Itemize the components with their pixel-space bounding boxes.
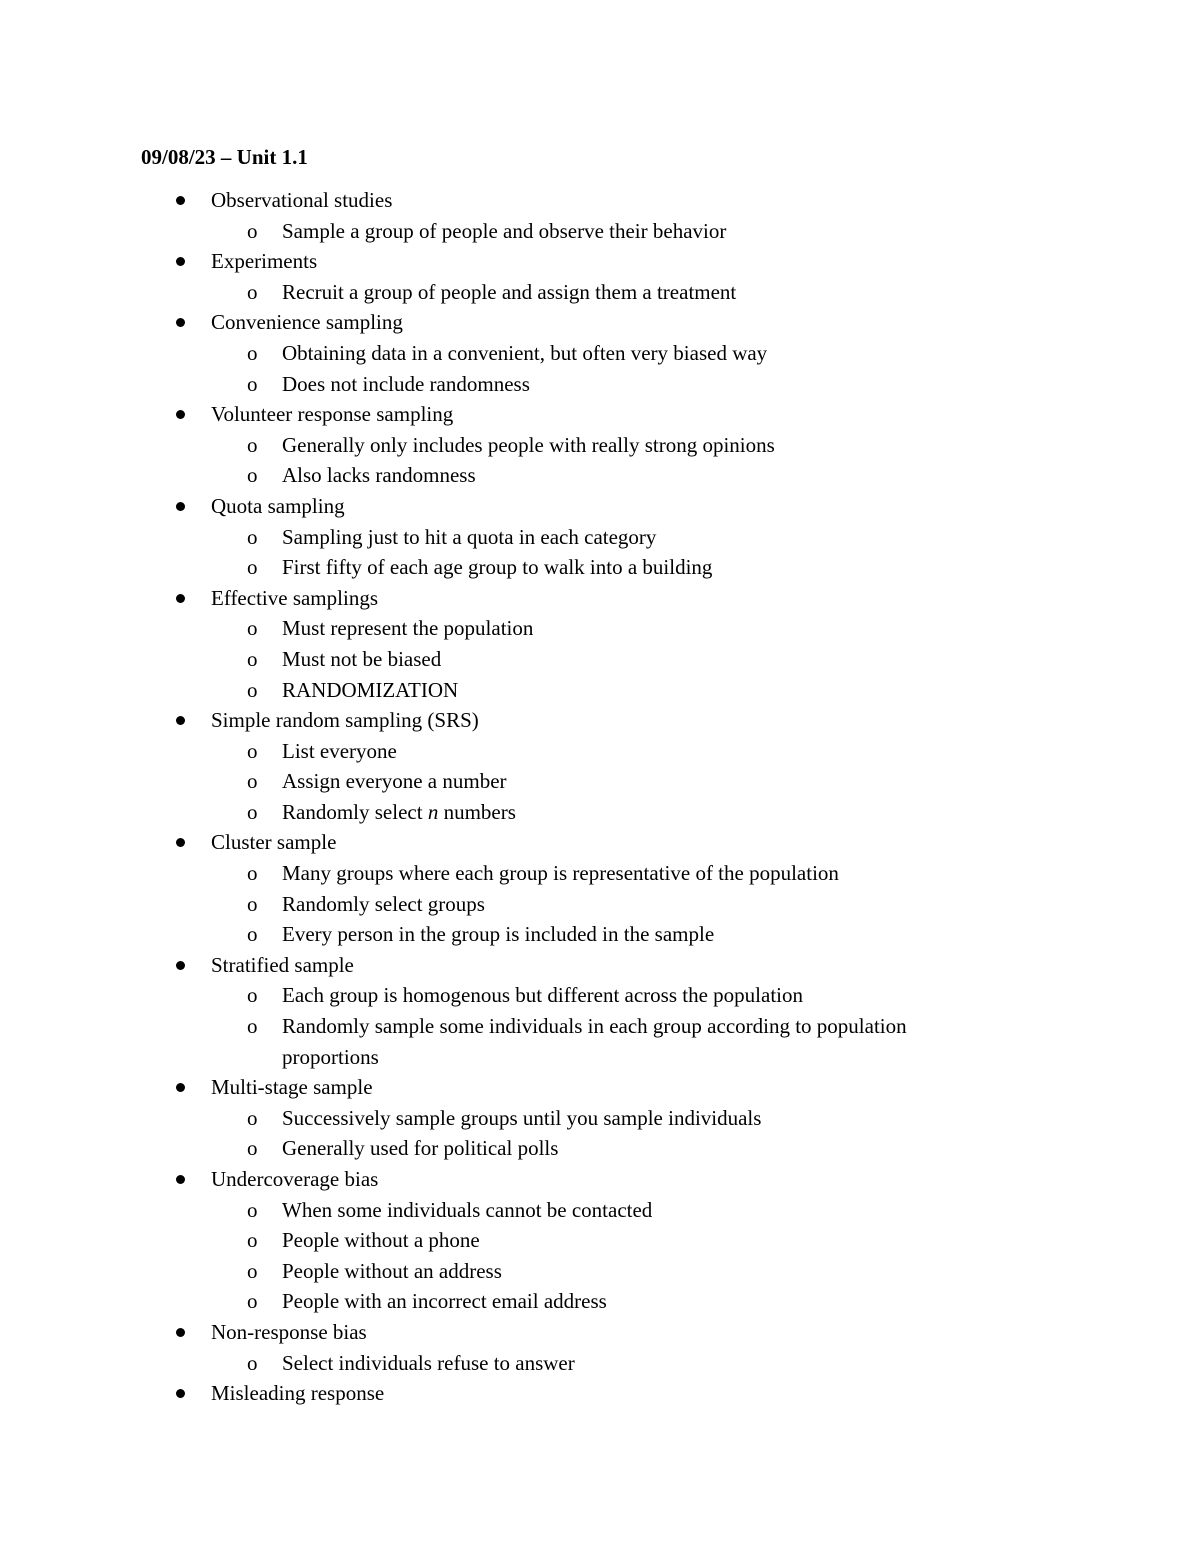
sub-list-item (0, 460, 992, 491)
sub-list-item (0, 797, 992, 828)
bullet-item-label (0, 705, 1200, 736)
sub-list-item (0, 766, 992, 797)
circle-bullet-icon: o (247, 738, 258, 763)
sub-list (0, 613, 1200, 705)
sub-list-item (0, 858, 992, 889)
sub-list-item (0, 1256, 992, 1287)
bullet-item-label (0, 1317, 1200, 1348)
sub-item-text: Each group is homogenous but different across the population (282, 983, 804, 1008)
bullet-text: Effective samplings (211, 585, 378, 610)
sub-list (0, 858, 1200, 950)
bullet-icon (176, 594, 185, 603)
circle-bullet-icon: o (247, 799, 258, 824)
sub-item-text: Sample a group of people and observe their behavior (282, 218, 727, 243)
sub-list (0, 522, 1200, 583)
sub-list-item (0, 1225, 992, 1256)
sub-item-text: numbers (438, 799, 516, 824)
list-item (0, 185, 1200, 246)
circle-bullet-icon: o (247, 1228, 258, 1253)
bullet-icon (176, 318, 185, 327)
bullet-icon (176, 838, 185, 847)
sub-list-item (0, 1133, 992, 1164)
sub-list-item (0, 522, 992, 553)
bullet-text: Volunteer response sampling (211, 402, 454, 427)
bullet-item-label (0, 583, 1200, 614)
circle-bullet-icon: o (247, 983, 258, 1008)
sub-item-text: First fifty of each age group to walk into a building (282, 555, 713, 580)
sub-item-variable: n (427, 799, 439, 824)
sub-item-text: People with an incorrect email address (282, 1289, 607, 1314)
page-title: 09/08/23 – Unit 1.1 (141, 145, 308, 169)
circle-bullet-icon: o (247, 432, 258, 457)
bullet-text: Misleading response (211, 1381, 385, 1406)
sub-list-item (0, 736, 992, 767)
sub-item-text: Must not be biased (282, 646, 442, 671)
sub-item-text: Randomly select (282, 799, 428, 824)
circle-bullet-icon: o (247, 1289, 258, 1314)
sub-list (0, 216, 1200, 247)
sub-list (0, 1195, 1200, 1317)
bullet-item-label (0, 827, 1200, 858)
bullet-text: Stratified sample (211, 952, 354, 977)
sub-item-text: List everyone (282, 738, 397, 763)
circle-bullet-icon: o (247, 1014, 258, 1039)
bullet-icon (176, 961, 185, 970)
bullet-item-label (0, 1378, 1200, 1409)
sub-item-text: Does not include randomness (282, 371, 530, 396)
sub-list-item (0, 1348, 992, 1379)
bullet-icon (176, 1328, 185, 1337)
circle-bullet-icon: o (247, 524, 258, 549)
sub-list-item (0, 1286, 992, 1317)
list-item (0, 399, 1200, 491)
bullet-icon (176, 196, 185, 205)
bullet-item-label (0, 491, 1200, 522)
bullet-text: Convenience sampling (211, 310, 403, 335)
list-item (0, 1378, 1200, 1409)
bullet-text: Experiments (211, 249, 318, 274)
list-item (0, 1317, 1200, 1378)
circle-bullet-icon: o (247, 861, 258, 886)
sub-item-text: Select individuals refuse to answer (282, 1350, 575, 1375)
sub-list (0, 338, 1200, 399)
circle-bullet-icon: o (247, 279, 258, 304)
list-item (0, 950, 1200, 1072)
bullet-item-label (0, 950, 1200, 981)
sub-item-text: When some individuals cannot be contacted (282, 1197, 653, 1222)
sub-list-item (0, 889, 992, 920)
circle-bullet-icon: o (247, 891, 258, 916)
sub-list (0, 430, 1200, 491)
list-item (0, 1072, 1200, 1164)
circle-bullet-icon: o (247, 616, 258, 641)
bullet-item-label (0, 185, 1200, 216)
sub-list-item (0, 430, 992, 461)
sub-item-text: RANDOMIZATION (282, 677, 459, 702)
sub-item-text: Randomly select groups (282, 891, 485, 916)
sub-list-item (0, 675, 992, 706)
sub-list-item (0, 1195, 992, 1226)
circle-bullet-icon: o (247, 218, 258, 243)
bullet-item-label (0, 1072, 1200, 1103)
sub-list-item (0, 216, 992, 247)
sub-item-text: Generally only includes people with really strong opinions (282, 432, 775, 457)
sub-item-text: People without a phone (282, 1228, 480, 1253)
bullet-text: Multi-stage sample (211, 1075, 373, 1100)
list-item (0, 705, 1200, 827)
sub-list-item (0, 980, 992, 1011)
list-item (0, 583, 1200, 705)
sub-list (0, 277, 1200, 308)
sub-item-text: Randomly sample some individuals in each group according to population proportions (282, 1014, 907, 1069)
sub-item-text: Many groups where each group is representative of the population (282, 861, 839, 886)
bullet-icon (176, 1389, 185, 1398)
list-item (0, 1164, 1200, 1317)
sub-list (0, 980, 1200, 1072)
circle-bullet-icon: o (247, 1197, 258, 1222)
bullet-text: Cluster sample (211, 830, 337, 855)
bullet-item-label (0, 1164, 1200, 1195)
sub-list-item (0, 1103, 992, 1134)
sub-list (0, 1103, 1200, 1164)
circle-bullet-icon: o (247, 646, 258, 671)
sub-item-text: Must represent the population (282, 616, 534, 641)
bullet-item-label (0, 246, 1200, 277)
bullet-text: Observational studies (211, 188, 393, 212)
bullet-text: Quota sampling (211, 493, 345, 518)
circle-bullet-icon: o (247, 371, 258, 396)
sub-list-item (0, 1011, 992, 1072)
bullet-icon (176, 1175, 185, 1184)
sub-list-item (0, 277, 992, 308)
bullet-item-label (0, 399, 1200, 430)
sub-item-text: People without an address (282, 1258, 502, 1283)
sub-list (0, 1348, 1200, 1379)
sub-list-item (0, 338, 992, 369)
bullet-icon (176, 502, 185, 511)
list-item (0, 827, 1200, 949)
sub-list-item (0, 552, 992, 583)
list-item (0, 491, 1200, 583)
sub-item-text: Generally used for political polls (282, 1136, 559, 1161)
circle-bullet-icon: o (247, 677, 258, 702)
sub-item-text: Sampling just to hit a quota in each category (282, 524, 657, 549)
bullet-icon (176, 410, 185, 419)
sub-item-text: Successively sample groups until you sample individuals (282, 1105, 762, 1130)
bullet-text: Simple random sampling (SRS) (211, 708, 479, 733)
circle-bullet-icon: o (247, 1350, 258, 1375)
list-item (0, 246, 1200, 307)
bullet-text: Undercoverage bias (211, 1167, 379, 1191)
bullet-icon (176, 1083, 185, 1092)
sub-list-item (0, 369, 992, 400)
bullet-text: Non-response bias (211, 1319, 367, 1344)
circle-bullet-icon: o (247, 555, 258, 580)
bullet-item-label (0, 307, 1200, 338)
sub-list-item (0, 644, 992, 675)
circle-bullet-icon: o (247, 922, 258, 947)
notes-outline (0, 185, 1200, 1409)
sub-list-item (0, 919, 992, 950)
sub-list-item (0, 613, 992, 644)
circle-bullet-icon: o (247, 463, 258, 488)
sub-item-text: Assign everyone a number (282, 769, 507, 794)
sub-item-text: Also lacks randomness (282, 463, 476, 488)
circle-bullet-icon: o (247, 1136, 258, 1161)
bullet-icon (176, 257, 185, 266)
sub-list (0, 736, 1200, 828)
circle-bullet-icon: o (247, 1105, 258, 1130)
sub-item-text: Every person in the group is included in the sample (282, 922, 715, 947)
list-item (0, 307, 1200, 399)
circle-bullet-icon: o (247, 1258, 258, 1283)
sub-item-text: Recruit a group of people and assign them a treatment (282, 279, 737, 304)
circle-bullet-icon: o (247, 769, 258, 794)
sub-item-text: Obtaining data in a convenient, but often very biased way (282, 340, 768, 365)
bullet-icon (176, 716, 185, 725)
circle-bullet-icon: o (247, 340, 258, 365)
